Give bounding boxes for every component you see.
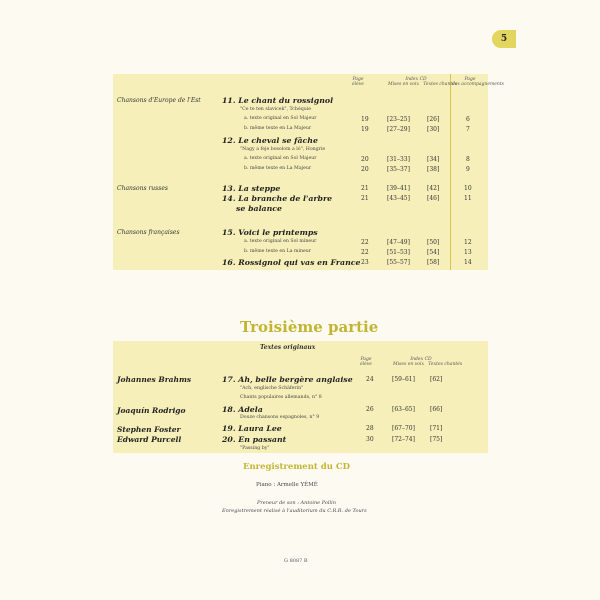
page-cell: 21 bbox=[361, 195, 369, 202]
page-cell: 28 bbox=[366, 425, 374, 432]
header-page: Page élève bbox=[360, 357, 372, 367]
song-title: 16. Rossignol qui vas en France bbox=[222, 258, 361, 267]
song-version: a. texte original en Sol mineur bbox=[244, 239, 317, 244]
sung-index-cell: [50] bbox=[427, 239, 440, 246]
composer-name: Edward Purcell bbox=[117, 435, 182, 444]
song-title-continued: se balance bbox=[236, 204, 282, 213]
page-cell: 23 bbox=[361, 259, 369, 266]
acc-page-cell: 10 bbox=[464, 185, 472, 192]
page-cell: 19 bbox=[361, 126, 369, 133]
sung-index-cell: [54] bbox=[427, 249, 440, 256]
acc-page-cell: 9 bbox=[466, 166, 470, 173]
sung-index-cell: [26] bbox=[427, 116, 440, 123]
song-subtitle: "Ach, englische Schäferin" bbox=[240, 386, 304, 391]
page-cell: 30 bbox=[366, 436, 374, 443]
header-accompaniment: Page des accompagnements bbox=[452, 77, 504, 87]
sung-index-cell: [71] bbox=[430, 425, 443, 432]
voice-index-cell: [27–29] bbox=[387, 126, 410, 133]
song-title: 13. La steppe bbox=[222, 184, 281, 193]
acc-page-cell: 13 bbox=[464, 249, 472, 256]
column-divider bbox=[450, 74, 451, 270]
song-title: 12. Le cheval se fâche bbox=[222, 136, 318, 145]
song-version: b. même texte en La mineur bbox=[244, 249, 312, 254]
sung-index-cell: [42] bbox=[427, 185, 440, 192]
song-version: b. même texte en La Majeur bbox=[244, 166, 312, 171]
page-cell: 20 bbox=[361, 156, 369, 163]
credit-recording: Enregistrement réalisé à l'auditorium du C.R.R. de Tours bbox=[222, 508, 367, 514]
sung-index-cell: [75] bbox=[430, 436, 443, 443]
page-cell: 22 bbox=[361, 239, 369, 246]
composer-name: Johannes Brahms bbox=[117, 375, 192, 384]
acc-page-cell: 12 bbox=[464, 239, 472, 246]
voice-index-cell: [55–57] bbox=[387, 259, 410, 266]
acc-page-cell: 7 bbox=[466, 126, 470, 133]
credit-piano: Piano : Armelle YÉMÉ bbox=[256, 482, 318, 488]
sung-index-cell: [30] bbox=[427, 126, 440, 133]
voice-index-cell: [51–53] bbox=[387, 249, 410, 256]
page-cell: 26 bbox=[366, 406, 374, 413]
sung-index-cell: [66] bbox=[430, 406, 443, 413]
section-label-french: Chansons françaises bbox=[117, 229, 180, 236]
acc-page-cell: 8 bbox=[466, 156, 470, 163]
voice-index-cell: [67–70] bbox=[392, 425, 415, 432]
voice-index-cell: [43–45] bbox=[387, 195, 410, 202]
sung-index-cell: [58] bbox=[427, 259, 440, 266]
song-subtitle: "Passing by" bbox=[240, 446, 270, 451]
composer-name: Joaquín Rodrigo bbox=[117, 406, 186, 415]
song-subtitle: Douze chansons espagnoles, n° 9 bbox=[240, 415, 320, 420]
voice-index-cell: [35–37] bbox=[387, 166, 410, 173]
sung-index-cell: [38] bbox=[427, 166, 440, 173]
cd-credits-title: Enregistrement du CD bbox=[243, 462, 351, 472]
credit-sound: Preneur de son : Antoine Pollin bbox=[257, 500, 336, 506]
song-subtitle: "Ce te ten slavicek", Tchéquie bbox=[240, 107, 312, 112]
header-index-cd: Index CD Mises en voix Textes chantés bbox=[388, 77, 458, 87]
voice-index-cell: [31–33] bbox=[387, 156, 410, 163]
song-subtitle: Chants populaires allemands, n° 8 bbox=[240, 395, 322, 400]
song-title: 14. La branche de l'arbre bbox=[222, 194, 333, 203]
page-cell: 20 bbox=[361, 166, 369, 173]
section-subtitle: Textes originaux bbox=[260, 344, 316, 351]
song-title: 17. Ah, belle bergère anglaise bbox=[222, 375, 353, 384]
page-cell: 22 bbox=[361, 249, 369, 256]
song-title: 18. Adela bbox=[222, 405, 263, 414]
sung-index-cell: [34] bbox=[427, 156, 440, 163]
voice-index-cell: [23–25] bbox=[387, 116, 410, 123]
header-page: Page élève bbox=[352, 77, 364, 87]
page-cell: 24 bbox=[366, 376, 374, 383]
acc-page-cell: 6 bbox=[466, 116, 470, 123]
sung-index-cell: [62] bbox=[430, 376, 443, 383]
section-label-russian: Chansons russes bbox=[117, 185, 168, 192]
catalog-code: G 8087 B bbox=[284, 558, 308, 564]
song-version: b. même texte en La Majeur bbox=[244, 126, 312, 131]
song-title: 20. En passant bbox=[222, 435, 287, 444]
page-number-badge: 5 bbox=[492, 30, 516, 48]
voice-index-cell: [47–49] bbox=[387, 239, 410, 246]
acc-page-cell: 14 bbox=[464, 259, 472, 266]
voice-index-cell: [39–41] bbox=[387, 185, 410, 192]
song-subtitle: "Nagy a feje bosolom a ló", Hongrie bbox=[240, 147, 326, 152]
song-title: 19. Laura Lee bbox=[222, 424, 282, 433]
voice-index-cell: [72–74] bbox=[392, 436, 415, 443]
header-index-cd: Index CD Mises en voix Textes chantés bbox=[393, 357, 463, 367]
page-cell: 21 bbox=[361, 185, 369, 192]
acc-page-cell: 11 bbox=[464, 195, 472, 202]
section-label-eastern-europe: Chansons d'Europe de l'Est bbox=[117, 97, 201, 104]
voice-index-cell: [59–61] bbox=[392, 376, 415, 383]
sung-index-cell: [46] bbox=[427, 195, 440, 202]
song-version: a. texte original en Sol Majeur bbox=[244, 156, 317, 161]
song-version: a. texte original en Sol Majeur bbox=[244, 116, 317, 121]
section-title: Troisième partie bbox=[240, 318, 379, 336]
composer-name: Stephen Foster bbox=[117, 425, 181, 434]
song-title: 11. Le chant du rossignol bbox=[222, 96, 334, 105]
song-title: 15. Voici le printemps bbox=[222, 228, 318, 237]
voice-index-cell: [63–65] bbox=[392, 406, 415, 413]
page-cell: 19 bbox=[361, 116, 369, 123]
